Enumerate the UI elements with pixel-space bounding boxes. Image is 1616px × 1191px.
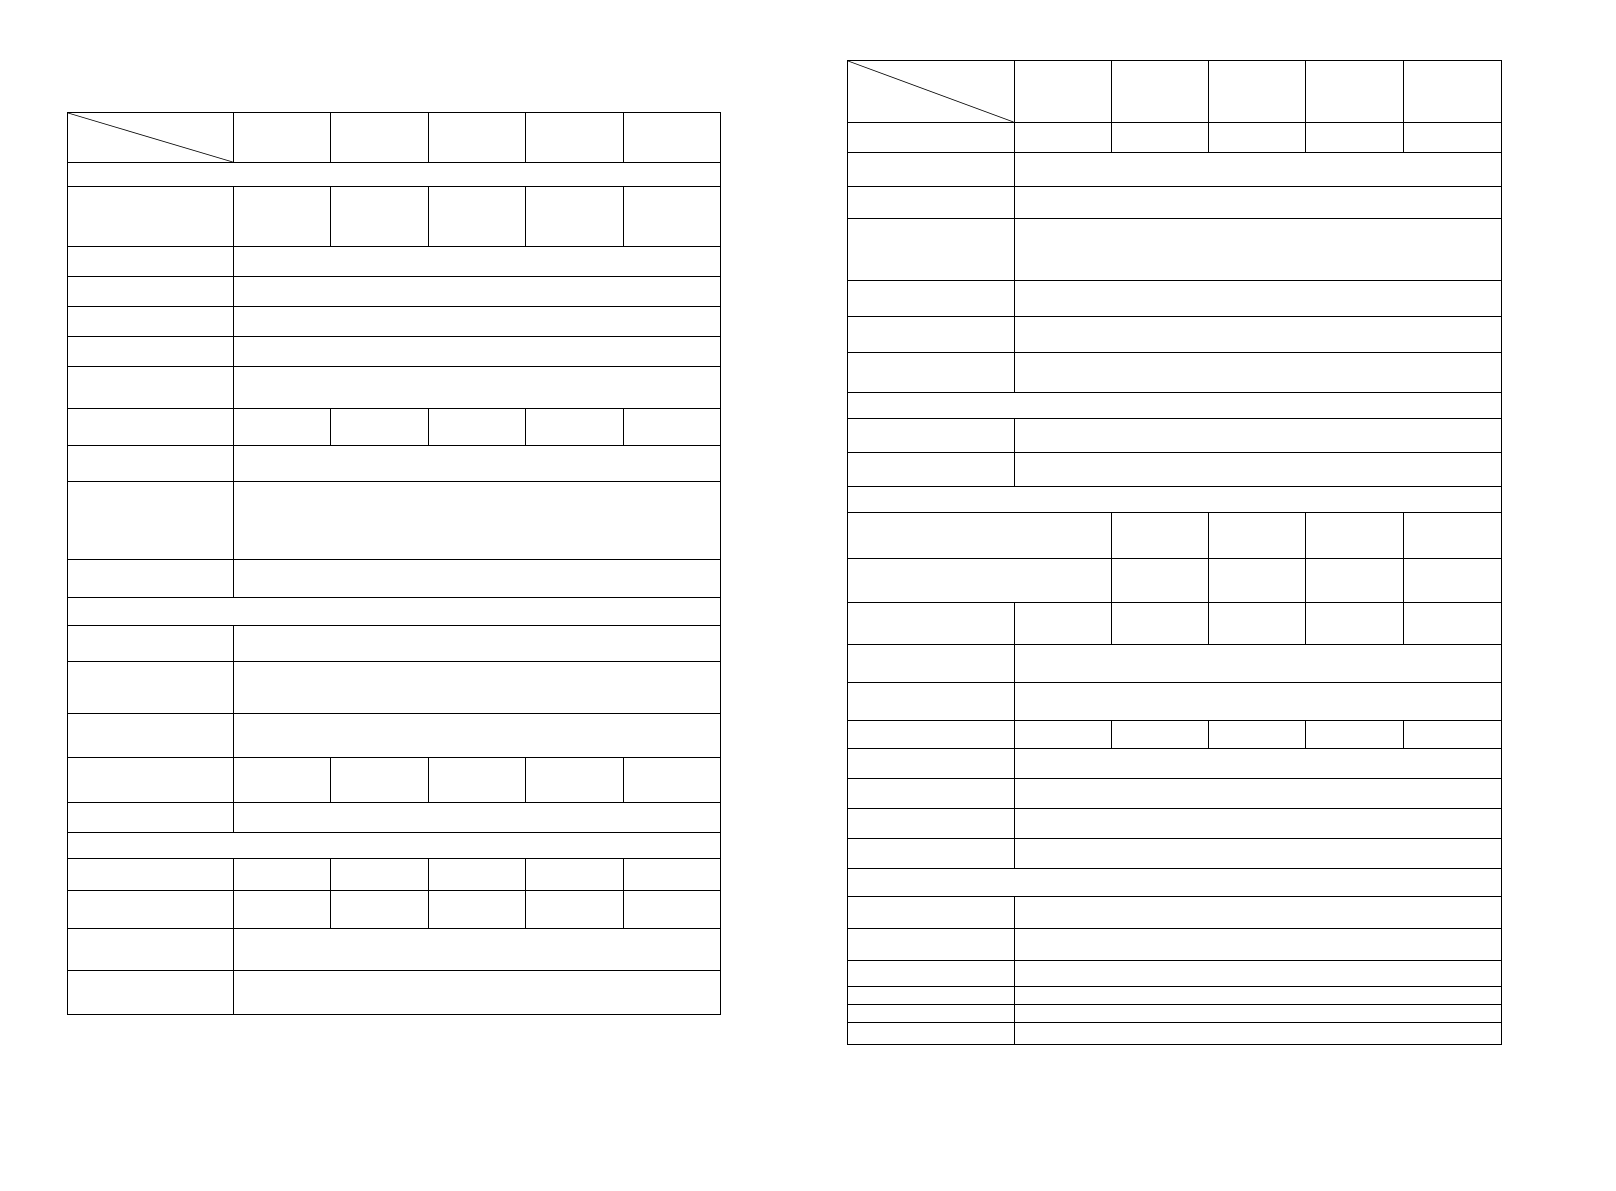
row-label-cell[interactable] [68,714,234,758]
row-label-cell[interactable] [68,446,234,482]
table-row [848,839,1502,869]
data-cell[interactable] [1209,721,1306,749]
table-row [68,187,721,247]
table-row [68,446,721,482]
data-cell[interactable] [1306,721,1403,749]
data-cell[interactable] [1014,839,1502,869]
data-cell[interactable] [1111,559,1208,603]
data-cell[interactable] [331,758,428,803]
row-label-cell[interactable] [848,897,1015,929]
table-row [68,113,721,163]
data-cell[interactable] [1306,123,1403,153]
data-cell[interactable] [526,187,623,247]
data-cell[interactable] [1014,1023,1502,1045]
row-label-cell[interactable] [848,317,1015,353]
row-label-cell[interactable] [848,153,1015,187]
data-cell[interactable] [331,409,428,446]
table-row [68,626,721,662]
row-label-cell[interactable] [68,971,234,1015]
data-cell[interactable] [623,758,721,803]
data-cell[interactable] [1014,153,1502,187]
row-label-cell[interactable] [848,839,1015,869]
table-row [848,779,1502,809]
data-cell[interactable] [428,891,525,929]
table-row [68,598,721,626]
table-row [848,61,1502,123]
table-row [848,809,1502,839]
table-row [68,891,721,929]
table-row [68,560,721,598]
section-band-cell[interactable] [68,833,721,859]
row-label-cell[interactable] [848,1005,1015,1023]
row-label-cell[interactable] [68,409,234,446]
right-form-table [847,60,1502,1045]
row-label-cell[interactable] [848,187,1015,219]
data-cell[interactable] [331,891,428,929]
data-cell[interactable] [1403,603,1501,645]
row-label-cell[interactable] [68,662,234,714]
data-cell[interactable] [1111,513,1208,559]
data-cell[interactable] [1014,123,1111,153]
table-row [848,929,1502,961]
row-label-cell[interactable] [68,803,234,833]
left-form-table-container [67,112,721,1015]
row-label-cell[interactable] [848,453,1015,487]
data-cell[interactable] [233,560,720,598]
table-row [848,317,1502,353]
table-row [68,803,721,833]
data-cell[interactable] [1014,897,1502,929]
data-cell[interactable] [1209,559,1306,603]
section-band-cell[interactable] [68,598,721,626]
data-cell[interactable] [1014,749,1502,779]
section-band-cell[interactable] [68,163,721,187]
row-label-cell[interactable] [848,603,1015,645]
data-cell[interactable] [526,409,623,446]
row-label-cell[interactable] [848,1023,1015,1045]
data-cell[interactable] [623,409,721,446]
data-cell[interactable] [1014,281,1502,317]
table-row [68,929,721,971]
row-label-cell[interactable] [848,721,1015,749]
table-row [68,859,721,891]
data-cell[interactable] [1014,353,1502,393]
row-label-cell[interactable] [68,277,234,307]
table-row [68,833,721,859]
data-cell[interactable] [233,367,720,409]
column-header-cell[interactable] [428,113,525,163]
data-cell[interactable] [233,758,330,803]
left-table-body [68,113,721,1015]
table-row [848,393,1502,419]
data-cell[interactable] [233,859,330,891]
data-cell[interactable] [1209,123,1306,153]
data-cell[interactable] [1403,721,1501,749]
data-cell[interactable] [331,859,428,891]
table-row [848,513,1502,559]
row-label-cell[interactable] [848,929,1015,961]
table-row [68,367,721,409]
row-label-cell[interactable] [848,683,1015,721]
data-cell[interactable] [233,187,330,247]
table-row [848,419,1502,453]
column-header-cell[interactable] [1403,61,1501,123]
row-label-cell[interactable] [848,645,1015,683]
data-cell[interactable] [1111,123,1208,153]
data-cell[interactable] [428,758,525,803]
data-cell[interactable] [1403,513,1501,559]
column-header-cell[interactable] [1306,61,1403,123]
section-band-cell[interactable] [848,487,1502,513]
data-cell[interactable] [428,187,525,247]
data-cell[interactable] [526,758,623,803]
data-cell[interactable] [428,859,525,891]
data-cell[interactable] [233,307,720,337]
data-cell[interactable] [1014,929,1502,961]
table-row [68,163,721,187]
data-cell[interactable] [1111,721,1208,749]
column-header-cell[interactable] [623,113,721,163]
data-cell[interactable] [1209,513,1306,559]
data-cell[interactable] [1403,559,1501,603]
section-band-cell[interactable] [848,869,1502,897]
data-cell[interactable] [526,859,623,891]
data-cell[interactable] [331,187,428,247]
table-row [848,645,1502,683]
table-row [848,897,1502,929]
diagonal-corner-cell[interactable] [68,113,234,163]
column-header-cell[interactable] [526,113,623,163]
table-row [68,662,721,714]
data-cell[interactable] [233,482,720,560]
table-row [848,1005,1502,1023]
data-cell[interactable] [233,891,330,929]
table-row [848,353,1502,393]
data-cell[interactable] [1209,603,1306,645]
data-cell[interactable] [233,247,720,277]
table-row [848,961,1502,987]
table-row [848,721,1502,749]
data-cell[interactable] [1014,779,1502,809]
row-label-cell[interactable] [848,353,1015,393]
column-header-cell[interactable] [1209,61,1306,123]
data-cell[interactable] [1014,721,1111,749]
table-row [848,683,1502,721]
table-row [848,869,1502,897]
row-label-cell[interactable] [848,749,1015,779]
data-cell[interactable] [623,859,721,891]
table-row [848,559,1502,603]
column-header-cell[interactable] [1111,61,1208,123]
data-cell[interactable] [1014,1005,1502,1023]
data-cell[interactable] [1014,987,1502,1005]
row-label-cell[interactable] [848,559,1112,603]
row-label-cell[interactable] [68,929,234,971]
table-row [68,409,721,446]
table-row [68,277,721,307]
table-row [848,987,1502,1005]
row-label-cell[interactable] [848,219,1015,281]
row-label-cell[interactable] [68,859,234,891]
table-row [848,281,1502,317]
row-label-cell[interactable] [68,367,234,409]
right-form-table-container [847,60,1502,1045]
table-row [848,603,1502,645]
data-cell[interactable] [233,714,720,758]
data-cell[interactable] [1014,603,1111,645]
column-header-cell[interactable] [233,113,330,163]
data-cell[interactable] [1014,187,1502,219]
table-row [848,153,1502,187]
row-label-cell[interactable] [68,307,234,337]
data-cell[interactable] [233,929,720,971]
right-table-body [848,61,1502,1045]
table-row [848,187,1502,219]
column-header-cell[interactable] [331,113,428,163]
data-cell[interactable] [233,971,720,1015]
data-cell[interactable] [1306,603,1403,645]
data-cell[interactable] [1014,453,1502,487]
table-row [68,758,721,803]
table-row [68,971,721,1015]
table-row [848,453,1502,487]
table-row [848,1023,1502,1045]
data-cell[interactable] [1014,961,1502,987]
row-label-cell[interactable] [68,758,234,803]
row-label-cell[interactable] [848,419,1015,453]
table-row [848,749,1502,779]
left-form-table [67,112,721,1015]
table-row [68,714,721,758]
data-cell[interactable] [233,803,720,833]
data-cell[interactable] [233,277,720,307]
section-band-cell[interactable] [848,393,1502,419]
data-cell[interactable] [526,891,623,929]
row-label-cell[interactable] [68,560,234,598]
data-cell[interactable] [1014,419,1502,453]
row-label-cell[interactable] [68,187,234,247]
data-cell[interactable] [1014,317,1502,353]
data-cell[interactable] [233,662,720,714]
data-cell[interactable] [623,187,721,247]
data-cell[interactable] [1306,513,1403,559]
column-header-cell[interactable] [1014,61,1111,123]
data-cell[interactable] [1111,603,1208,645]
table-row [68,247,721,277]
row-label-cell[interactable] [848,809,1015,839]
row-label-cell[interactable] [848,987,1015,1005]
data-cell[interactable] [1403,123,1501,153]
row-label-cell[interactable] [68,626,234,662]
table-row [848,123,1502,153]
row-label-cell[interactable] [848,281,1015,317]
table-row [848,219,1502,281]
row-label-cell[interactable] [848,123,1015,153]
row-label-cell[interactable] [68,891,234,929]
data-cell[interactable] [1014,809,1502,839]
table-row [68,307,721,337]
row-label-cell[interactable] [68,482,234,560]
data-cell[interactable] [1014,645,1502,683]
table-row [848,487,1502,513]
table-row [68,337,721,367]
data-cell[interactable] [233,409,330,446]
data-cell[interactable] [1306,559,1403,603]
data-cell[interactable] [1014,683,1502,721]
data-cell[interactable] [623,891,721,929]
row-label-cell[interactable] [68,337,234,367]
data-cell[interactable] [233,337,720,367]
diagonal-corner-cell[interactable] [848,61,1015,123]
data-cell[interactable] [428,409,525,446]
data-cell[interactable] [233,626,720,662]
row-label-cell[interactable] [68,247,234,277]
row-label-cell[interactable] [848,513,1112,559]
table-row [68,482,721,560]
data-cell[interactable] [1014,219,1502,281]
data-cell[interactable] [233,446,720,482]
row-label-cell[interactable] [848,961,1015,987]
row-label-cell[interactable] [848,779,1015,809]
